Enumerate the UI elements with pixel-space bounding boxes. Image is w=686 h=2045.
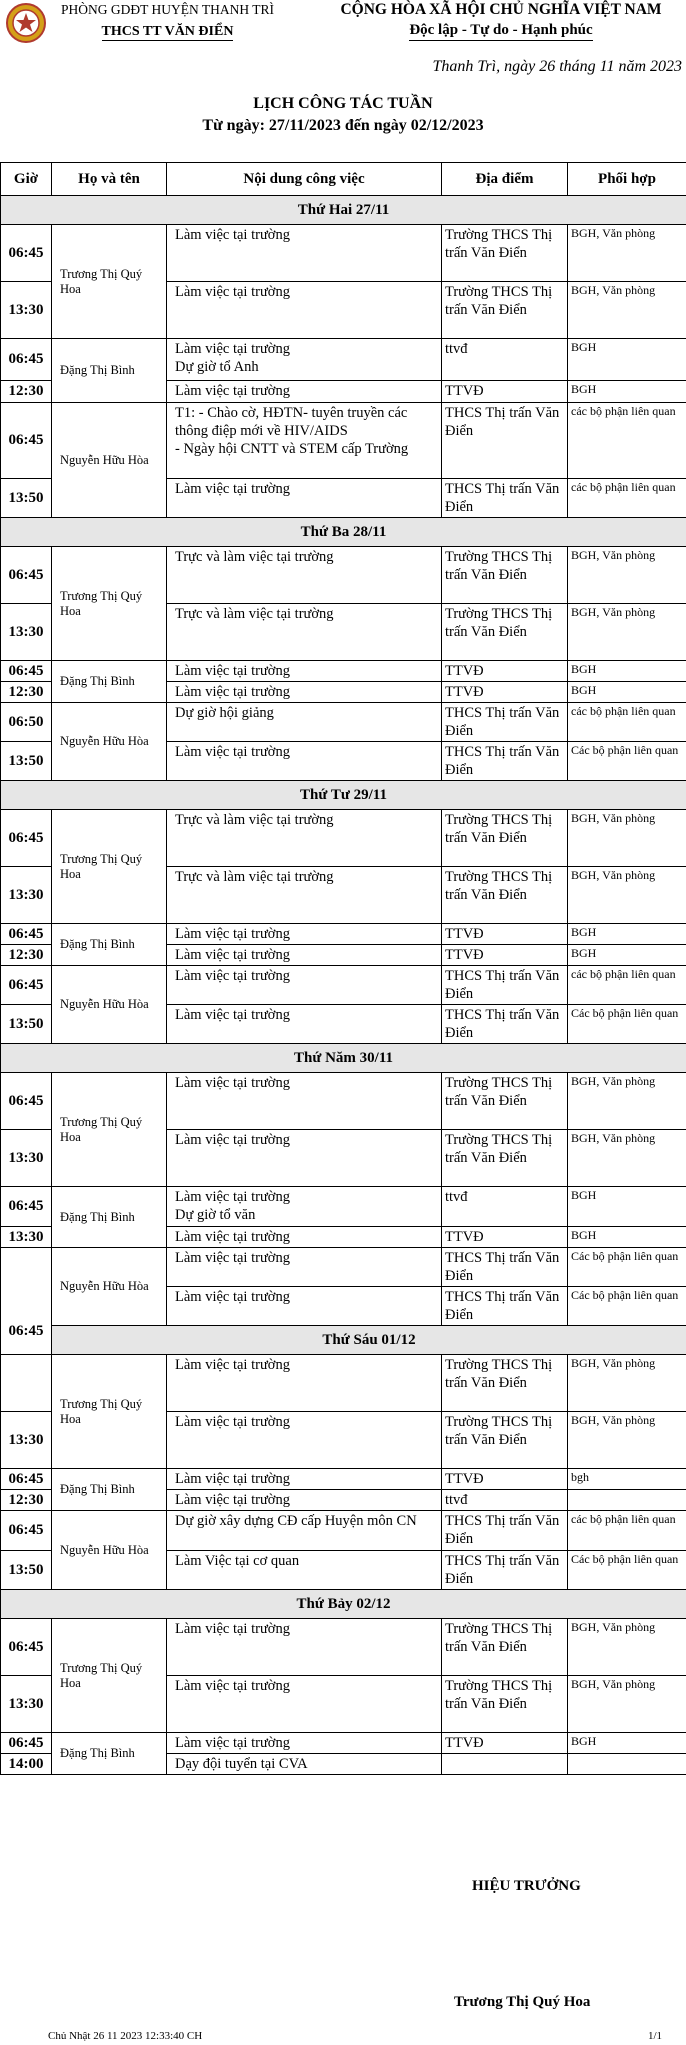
coord-cell: BGH, Văn phòng: [568, 1355, 686, 1412]
coord-cell: BGH, Văn phòng: [568, 225, 686, 282]
time-cell: 06:45: [1, 1187, 52, 1227]
column-header: Địa điểm: [442, 163, 568, 196]
place-cell: THCS Thị trấn Văn Điển: [442, 966, 568, 1005]
coord-cell: BGH, Văn phòng: [568, 1412, 686, 1469]
time-cell: 06:45: [1, 966, 52, 1005]
person-cell: Trương Thị Quý Hoa: [52, 1619, 167, 1733]
time-cell: 13:30: [1, 867, 52, 924]
day-label: Thứ Hai 27/11: [1, 196, 686, 225]
table-row: [1, 1355, 686, 1412]
person-cell: Nguyễn Hữu Hòa: [52, 1511, 167, 1590]
place-cell: THCS Thị trấn Văn Điển: [442, 1511, 568, 1551]
column-header: Giờ: [1, 163, 52, 196]
person-cell: Đặng Thị Bình: [52, 1469, 167, 1511]
person-cell: Trương Thị Quý Hoa: [52, 1073, 167, 1187]
place-cell: Trường THCS Thị trấn Văn Điển: [442, 810, 568, 867]
person-cell: Đặng Thị Bình: [52, 1733, 167, 1775]
school-name: THCS TT VĂN ĐIỂN: [101, 24, 234, 39]
print-timestamp: Chủ Nhật 26 11 2023 12:33:40 CH: [48, 2030, 203, 2042]
coord-cell: BGH, Văn phòng: [568, 1676, 686, 1733]
place-cell: THCS Thị trấn Văn Điển: [442, 1005, 568, 1044]
person-cell: Nguyễn Hữu Hòa: [52, 1248, 167, 1326]
person-cell: Đặng Thị Bình: [52, 1187, 167, 1248]
time-cell: 06:45: [1, 1073, 52, 1130]
day-label: Thứ Sáu 01/12: [52, 1326, 686, 1355]
date-range: Từ ngày: 27/11/2023 đến ngày 02/12/2023: [202, 117, 484, 134]
place-cell: Trường THCS Thị trấn Văn Điển: [442, 225, 568, 282]
content-cell: Làm việc tại trường: [167, 1733, 442, 1754]
content-cell: Làm việc tại trường: [167, 479, 442, 518]
school-emblem-icon: [6, 3, 46, 43]
day-header-row: [1, 781, 686, 810]
table-row: [1, 703, 686, 742]
time-cell: 13:30: [1, 282, 52, 339]
place-cell: Trường THCS Thị trấn Văn Điển: [442, 282, 568, 339]
person-cell: Nguyễn Hữu Hòa: [52, 403, 167, 518]
place-cell: TTVĐ: [442, 682, 568, 703]
table-row: [1, 225, 686, 282]
person-cell: Trương Thị Quý Hoa: [52, 810, 167, 924]
day-label: Thứ Bảy 02/12: [1, 1590, 686, 1619]
table-row: [1, 810, 686, 867]
person-cell: Nguyễn Hữu Hòa: [52, 703, 167, 781]
place-cell: TTVĐ: [442, 1469, 568, 1490]
time-cell: 06:45: [1, 810, 52, 867]
time-cell: 12:30: [1, 945, 52, 966]
signature-name: Trương Thị Quý Hoa: [454, 1994, 591, 2010]
schedule-table: [0, 162, 686, 1775]
content-cell: Làm việc tại trường: [167, 1469, 442, 1490]
coord-cell: BGH, Văn phòng: [568, 604, 686, 661]
time-cell: 06:45: [1, 547, 52, 604]
content-cell: Làm Việc tại cơ quan: [167, 1551, 442, 1590]
content-cell: Làm việc tại trường: [167, 1676, 442, 1733]
content-cell: Làm việc tại trường: [167, 1248, 442, 1287]
place-cell: THCS Thị trấn Văn Điển: [442, 1287, 568, 1326]
person-cell: Đặng Thị Bình: [52, 339, 167, 403]
day-label: Thứ Tư 29/11: [1, 781, 686, 810]
coord-cell: BGH: [568, 924, 686, 945]
content-cell: T1: - Chào cờ, HĐTN- tuyên truyền các thông điệp mới về HIV/AIDS - Ngày hội CNTT và STEM cấp Trường: [167, 403, 442, 479]
day-header-row: [1, 1044, 686, 1073]
table-row: [1, 1511, 686, 1551]
content-cell: Làm việc tại trường: [167, 1490, 442, 1511]
content-cell: Trực và làm việc tại trường: [167, 604, 442, 661]
coord-cell: các bộ phận liên quan: [568, 479, 686, 518]
coord-cell: Các bộ phận liên quan: [568, 1005, 686, 1044]
day-label: Thứ Ba 28/11: [1, 518, 686, 547]
person-cell: Trương Thị Quý Hoa: [52, 225, 167, 339]
place-cell: TTVĐ: [442, 661, 568, 682]
coord-cell: BGH: [568, 339, 686, 381]
column-header: Phối hợp: [568, 163, 686, 196]
person-cell: Đặng Thị Bình: [52, 661, 167, 703]
place-cell: Trường THCS Thị trấn Văn Điển: [442, 1412, 568, 1469]
content-cell: Làm việc tại trường: [167, 1227, 442, 1248]
person-cell: Trương Thị Quý Hoa: [52, 1355, 167, 1469]
coord-cell: BGH, Văn phòng: [568, 1130, 686, 1187]
time-cell: 13:30: [1, 604, 52, 661]
place-cell: THCS Thị trấn Văn Điển: [442, 1551, 568, 1590]
time-cell: 06:45: [1, 1733, 52, 1754]
place-cell: TTVĐ: [442, 1227, 568, 1248]
signature-title: HIỆU TRƯỞNG: [472, 1878, 581, 1894]
time-cell: 14:00: [1, 1754, 52, 1775]
time-cell: 12:30: [1, 1490, 52, 1511]
place-cell: [442, 1754, 568, 1775]
content-cell: Làm việc tại trường: [167, 1130, 442, 1187]
coord-cell: Các bộ phận liên quan: [568, 1287, 686, 1326]
table-row: [1, 1248, 686, 1287]
content-cell: Trực và làm việc tại trường: [167, 547, 442, 604]
coord-cell: Các bộ phận liên quan: [568, 742, 686, 781]
content-cell: Dạy đội tuyển tại CVA: [167, 1754, 442, 1775]
nation-motto: Độc lập - Tự do - Hạnh phúc: [320, 22, 682, 39]
content-cell: Làm việc tại trường: [167, 282, 442, 339]
content-cell: Làm việc tại trường: [167, 1355, 442, 1412]
day-header-row: [1, 1590, 686, 1619]
content-cell: Làm việc tại trường: [167, 1412, 442, 1469]
content-cell: Dự giờ hội giảng: [167, 703, 442, 742]
content-cell: Làm việc tại trường: [167, 1619, 442, 1676]
coord-cell: BGH: [568, 1227, 686, 1248]
content-cell: Làm việc tại trường: [167, 1287, 442, 1326]
table-row: [1, 1187, 686, 1227]
content-cell: Làm việc tại trường Dự giờ tổ Anh: [167, 339, 442, 381]
coord-cell: các bộ phận liên quan: [568, 1511, 686, 1551]
place-cell: TTVĐ: [442, 924, 568, 945]
time-cell: 13:50: [1, 1005, 52, 1044]
table-row: [1, 661, 686, 682]
time-cell: 06:45: [1, 661, 52, 682]
place-cell: Trường THCS Thị trấn Văn Điển: [442, 1619, 568, 1676]
date-line: Thanh Trì, ngày 26 tháng 11 năm 2023: [432, 58, 682, 75]
time-cell: 06:45: [1, 1619, 52, 1676]
time-cell: 13:30: [1, 1676, 52, 1733]
department-name: PHÒNG GDĐT HUYỆN THANH TRÌ: [60, 2, 274, 17]
coord-cell: BGH, Văn phòng: [568, 867, 686, 924]
time-cell: 06:45: [1, 1469, 52, 1490]
place-cell: THCS Thị trấn Văn Điển: [442, 479, 568, 518]
coord-cell: các bộ phận liên quan: [568, 403, 686, 479]
page-number: 1/1: [648, 2030, 663, 2042]
table-row: [1, 403, 686, 479]
coord-cell: các bộ phận liên quan: [568, 703, 686, 742]
content-cell: Trực và làm việc tại trường: [167, 810, 442, 867]
coord-cell: BGH, Văn phòng: [568, 282, 686, 339]
place-cell: Trường THCS Thị trấn Văn Điển: [442, 1355, 568, 1412]
coord-cell: BGH, Văn phòng: [568, 810, 686, 867]
table-row: [1, 1073, 686, 1130]
place-cell: Trường THCS Thị trấn Văn Điển: [442, 1130, 568, 1187]
coord-cell: [568, 1490, 686, 1511]
time-cell: 06:45: [1, 403, 52, 479]
content-cell: Trực và làm việc tại trường: [167, 867, 442, 924]
page-title: LỊCH CÔNG TÁC TUẦN: [253, 95, 433, 112]
time-cell: 13:50: [1, 479, 52, 518]
place-cell: THCS Thị trấn Văn Điển: [442, 403, 568, 479]
coord-cell: bgh: [568, 1469, 686, 1490]
place-cell: TTVĐ: [442, 381, 568, 403]
person-cell: Nguyễn Hữu Hòa: [52, 966, 167, 1044]
content-cell: Làm việc tại trường: [167, 661, 442, 682]
content-cell: Làm việc tại trường Dự giờ tổ văn: [167, 1187, 442, 1227]
content-cell: Làm việc tại trường: [167, 742, 442, 781]
time-cell: 13:50: [1, 1551, 52, 1590]
time-cell: 13:30: [1, 1130, 52, 1187]
time-cell: 06:45: [1, 339, 52, 381]
place-cell: Trường THCS Thị trấn Văn Điển: [442, 547, 568, 604]
place-cell: Trường THCS Thị trấn Văn Điển: [442, 1073, 568, 1130]
coord-cell: BGH: [568, 1733, 686, 1754]
coord-cell: BGH: [568, 682, 686, 703]
table-row: [1, 1619, 686, 1676]
coord-cell: BGH: [568, 381, 686, 403]
column-header: Họ và tên: [52, 163, 167, 196]
coord-cell: BGH: [568, 945, 686, 966]
place-cell: ttvđ: [442, 1187, 568, 1227]
content-cell: Làm việc tại trường: [167, 381, 442, 403]
coord-cell: BGH: [568, 1187, 686, 1227]
content-cell: Làm việc tại trường: [167, 924, 442, 945]
column-header: Nội dung công việc: [167, 163, 442, 196]
time-cell: 13:30: [1, 1227, 52, 1248]
coord-cell: BGH, Văn phòng: [568, 1619, 686, 1676]
table-row: [1, 1469, 686, 1490]
content-cell: Làm việc tại trường: [167, 966, 442, 1005]
time-cell: 06:45: [1, 225, 52, 282]
place-cell: THCS Thị trấn Văn Điển: [442, 1248, 568, 1287]
content-cell: Làm việc tại trường: [167, 1005, 442, 1044]
place-cell: THCS Thị trấn Văn Điển: [442, 742, 568, 781]
content-cell: Dự giờ xây dựng CĐ cấp Huyện môn CN: [167, 1511, 442, 1551]
place-cell: ttvđ: [442, 1490, 568, 1511]
place-cell: TTVĐ: [442, 1733, 568, 1754]
time-cell: [1, 1355, 52, 1412]
table-row: [1, 339, 686, 381]
day-label: Thứ Năm 30/11: [1, 1044, 686, 1073]
coord-cell: BGH: [568, 661, 686, 682]
coord-cell: BGH, Văn phòng: [568, 1073, 686, 1130]
time-cell: 12:30: [1, 381, 52, 403]
time-cell: 13:50: [1, 742, 52, 781]
time-cell: 06:45: [1, 924, 52, 945]
table-row: [1, 547, 686, 604]
coord-cell: các bộ phận liên quan: [568, 966, 686, 1005]
time-cell: 12:30: [1, 682, 52, 703]
table-row: [1, 924, 686, 945]
place-cell: Trường THCS Thị trấn Văn Điển: [442, 604, 568, 661]
table-header-row: [1, 163, 686, 196]
day-header-row: [1, 518, 686, 547]
time-cell: 06:50: [1, 703, 52, 742]
place-cell: TTVĐ: [442, 945, 568, 966]
coord-cell: [568, 1754, 686, 1775]
day-header-row: [1, 1326, 686, 1355]
time-cell: 13:30: [1, 1412, 52, 1469]
place-cell: Trường THCS Thị trấn Văn Điển: [442, 1676, 568, 1733]
content-cell: Làm việc tại trường: [167, 682, 442, 703]
nation-title: CỘNG HÒA XÃ HỘI CHỦ NGHĨA VIỆT NAM: [340, 1, 662, 18]
person-cell: Đặng Thị Bình: [52, 924, 167, 966]
table-row: [1, 966, 686, 1005]
person-cell: Trương Thị Quý Hoa: [52, 547, 167, 661]
time-cell: 06:45: [1, 1248, 52, 1355]
content-cell: Làm việc tại trường: [167, 945, 442, 966]
content-cell: Làm việc tại trường: [167, 1073, 442, 1130]
table-row: [1, 1733, 686, 1754]
coord-cell: BGH, Văn phòng: [568, 547, 686, 604]
coord-cell: Các bộ phận liên quan: [568, 1551, 686, 1590]
time-cell: 06:45: [1, 1511, 52, 1551]
coord-cell: Các bộ phận liên quan: [568, 1248, 686, 1287]
day-header-row: [1, 196, 686, 225]
place-cell: THCS Thị trấn Văn Điển: [442, 703, 568, 742]
place-cell: Trường THCS Thị trấn Văn Điển: [442, 867, 568, 924]
place-cell: ttvđ: [442, 339, 568, 381]
content-cell: Làm việc tại trường: [167, 225, 442, 282]
